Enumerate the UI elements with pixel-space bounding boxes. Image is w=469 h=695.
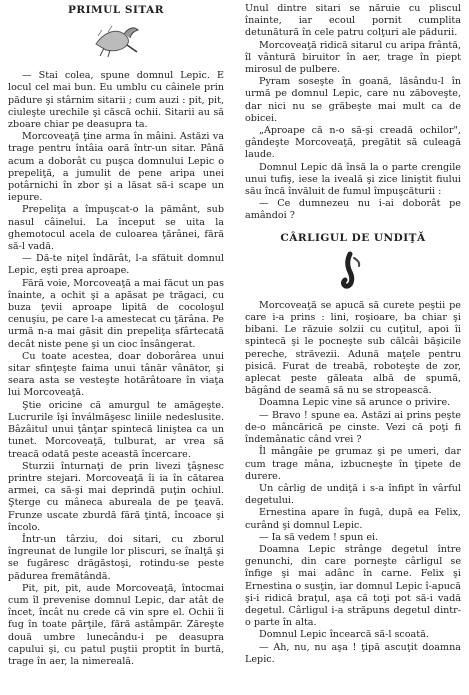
paragraph: Pit, pit, pit, aude Morcoveaţă, întocmai cum îl prevenise domnul Lepic, dar atât de încet, încât nu crede că vin spre el. Ochii îi fug în toate părţile, fără astâmpăr. Zăreşte două umbre lunecându-i pe deasupra capului şi, cu patul puştii proptit în burtă, trage în aer, la nimereală. [8, 582, 224, 667]
paragraph: — Dă-te niţel îndărât, l-a sfătuit domnul Lepic, eşti prea aproape. [8, 253, 224, 277]
paragraph: Doamna Lepic strânge degetul între genunchi, din care porneşte cârligul se înfige şi mai adânc în carne. Felix şi Ernestina o susţin, iar domnul Lepic î-apucă şi-i ridică braţul, aşa că toţi pot să-i vadă degetul. Cârligul i-a străpuns degetul dintr-o parte în alta. [245, 543, 461, 629]
paragraph: Morcoveaţă ridică sitarul cu aripa frântă, îl vântură biruitor în aer, trage în piept mirosul de pulbere. [245, 39, 461, 76]
paragraph: Îl mângâie pe grumaz şi pe umeri, dar cum trage mâna, izbucneşte în ţipete de durere. [245, 446, 461, 482]
chapter-title-primul-sitar: PRIMUL SITAR [68, 4, 164, 16]
paragraph: Cu toate acestea, doar doborârea unui sitar sfinţeşte faima unui tânăr vânător, şi seara asta se vesteşte hotărâtoare în viaţa lui Morcoveaţă. [8, 350, 224, 399]
paragraph: — Stai colea, spune domnul Lepic. E locul cel mai bun. Eu umblu cu câinele prin pădure şi stârnim sitarii ; cum auzi : pit, pit, ciuleşte urechile şi căscă ochii. Sitarii au să zboare chiar pe deasupra ta. [8, 70, 224, 131]
left-column [8, 3, 224, 668]
paragraph: Ernestina apare în fugă, după ea Felix, curând şi domnul Lepic. [245, 507, 461, 531]
paragraph: — Ia să vedem ! spun ei. [259, 531, 379, 543]
paragraph: Morcoveaţă se apucă să curete peştii pe care i-a prins : lini, roşioare, ba chiar şi bibani. Le răzuie solzii cu cuţitul, apoi îi spintecă şi le pocneşte sub călcâi băşicile pereche, străvezii. Adună maţele pentru pisică. Furat de treabă, roboteşte de zor, aplecat peste găleata albă de spumă, băgând de seamă să nu se stropească. [245, 299, 461, 397]
fishhook-sketch-icon [338, 250, 368, 290]
paragraph: Domnul Lepic dă însă la o parte crengile unui tufiş, iese la iveală şi zice liniştit fiului său încă învăluit de fumul împuşcăturii : [245, 161, 461, 198]
paragraph: — Ah, nu, nu aşa ! ţipă ascuţit doamna Lepic. [245, 641, 461, 665]
right-column [245, 3, 461, 666]
paragraph: Ştie oricine că amurgul te amăgeşte. Lucrurile îşi înválmăşesc liniile nedeslusite. Bâzâitul unui ţânţar spintecă liniştea ca un tunet. Morcoveaţă, tulburat, ar vrea să treacă odată peste această încercare. [8, 399, 224, 460]
paragraph: Fără voie, Morcoveaţă a mai făcut un pas înainte, a ochit şi a apăsat pe trăgaci, cu buza ţevii aproape lipită de cocoloşul cenuşiu, pe care l-a amestecat cu ţărâna. Pe urmă n-a mai găsit din prepeliţa sfârtecată decât niste pene şi un cioc însângerat. [8, 277, 224, 350]
paragraph: Morcoveaţă ţine arma în mâini. Astăzi va trage pentru întâia oară într-un sitar. Până acum a doborât cu puşca domnului Lepic o prepeliţă, a jumulit de pene aripa unei potârnichi în zbor şi a lăsat să-i scape un iepure. [8, 131, 224, 204]
paragraph: Domnul Lepic încearcă să-l scoată. [259, 629, 429, 641]
paragraph: — Bravo ! spune ea. Astăzi ai prins peşte de-o mâncărică pe cinste. Vezi că poţi fi îndemânatic când vrei ? [245, 409, 461, 446]
chapter-title-carligul-de-undita: CÂRLIGUL DE UNDIŢĂ [280, 231, 426, 244]
paragraph: Într-un târziu, doi sitari, cu zborul îngreunat de lungile lor pliscuri, se înalţă şi se fugăresc drăgăstoşi, rotindu-se peste pădurea fremătândă. [8, 533, 224, 582]
paragraph: Doamna Lepic vine să arunce o privire. [259, 397, 451, 409]
paragraph: „Aproape că n-o să-şi creadă ochilor", gândeşte Morcoveaţă, pregătit să culeagă laude. [245, 125, 461, 161]
bird-sketch-icon [90, 22, 142, 60]
paragraph: Un cârlig de undiţă i s-a înfipt în vârful degetului. [245, 482, 461, 507]
paragraph: Prepeliţa a împuşcat-o la pământ, sub nasul câinelui. La început se uita la ghemotocul acela de culoarea ţărânei, fără să-l vadă. [8, 204, 224, 253]
paragraph: — Ce dumnezeu nu i-ai doborât pe amândoi ? [245, 198, 461, 222]
paragraph: Pyram soseşte în goană, lăsându-l în urmă pe domnul Lepic, care nu zăboveşte, dar nici nu se grăbeşte mai mult ca de obicei. [245, 76, 461, 124]
paragraph: Sturzii înturnaţi de prin livezi ţâşnesc printre stejari. Morcoveaţă îi ia în cătarea armei, ca să-şi mai deprindă puţin ochiul. Şterge cu mâneca aburealа de pe ţeavă. Frunze uscate zburdă fără ţintă, încoace şi încolo. [8, 460, 224, 533]
paragraph: Unul dintre sitari se năruie cu pliscul înainte, iar ecoul pornit cumplita detunătură în cele patru colţuri ale pădurii. [245, 3, 461, 39]
